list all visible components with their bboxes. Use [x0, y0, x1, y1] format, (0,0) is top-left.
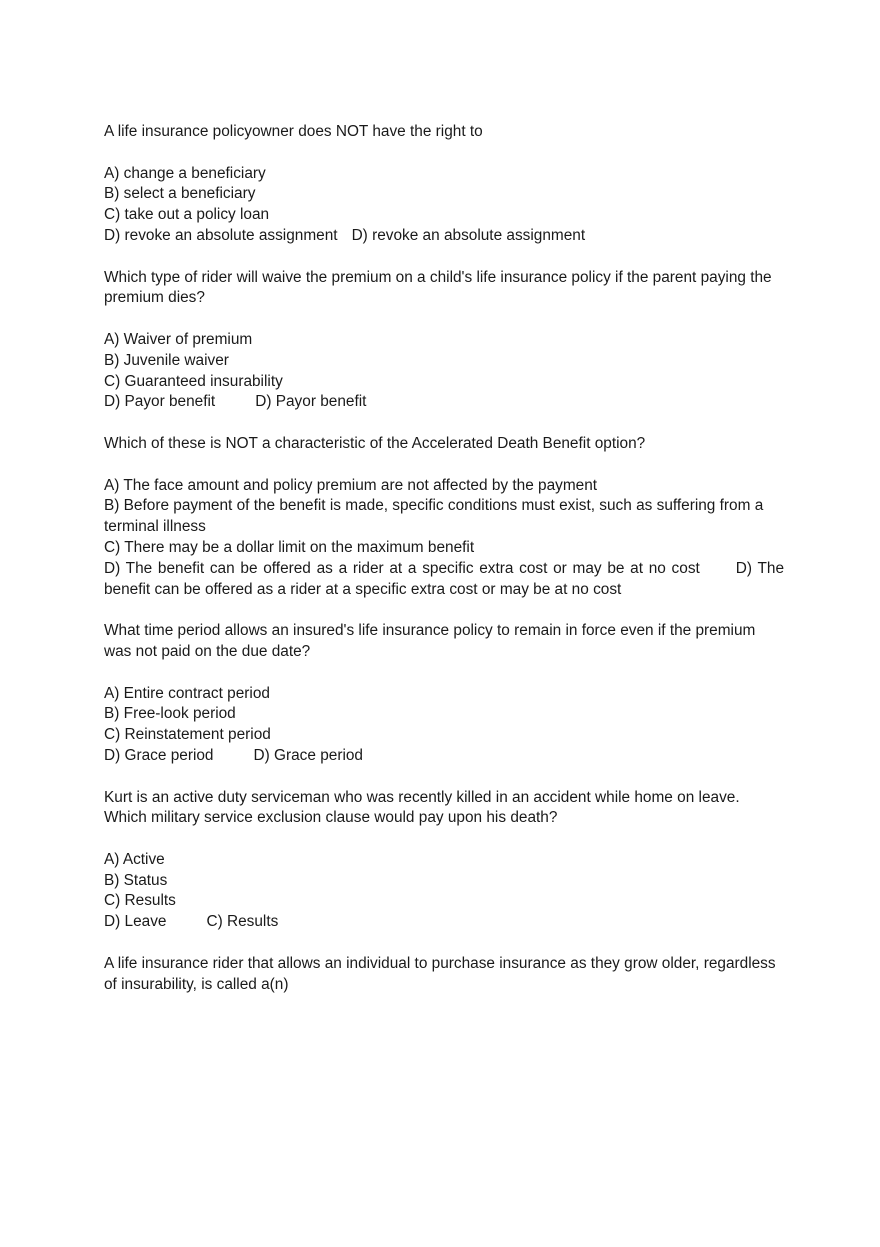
- option-d-with-answer: [104, 392, 784, 413]
- option-c: C) Guaranteed insurability: [104, 372, 283, 390]
- option-a: A) The face amount and policy premium are not affected by the payment: [104, 476, 598, 494]
- answer: D) The benefit can be offered as a rider at a specific extra cost or may be at no cost: [104, 559, 785, 598]
- option-b: B) Free-look period: [104, 705, 236, 723]
- option-d: D) Payor benefit: [104, 393, 216, 411]
- option-d: D) Grace period: [104, 746, 214, 764]
- option-c: C) Results: [104, 892, 176, 910]
- answer: D) Grace period: [253, 746, 363, 764]
- option-c: C) take out a policy loan: [104, 206, 270, 224]
- question-4-options: [104, 684, 784, 767]
- question-1-prompt: [104, 122, 784, 143]
- option-a: A) Active: [104, 850, 165, 868]
- answer: D) revoke an absolute assignment: [351, 226, 586, 244]
- option-d: D) The benefit can be offered as a rider at a specific extra cost or may be at no cost: [104, 559, 700, 577]
- option-b: B) Juvenile waiver: [104, 351, 229, 369]
- quiz-content: [104, 122, 784, 1016]
- question-prompt: Which of these is NOT a characteristic of the Accelerated Death Benefit option?: [104, 434, 646, 452]
- question-prompt: Kurt is an active duty serviceman who was recently killed in an accident while home on leave. Which military service exclusion clause would pay upon his death?: [104, 788, 740, 827]
- question-2-prompt: [104, 268, 784, 310]
- option-c: C) Reinstatement period: [104, 726, 271, 744]
- question-prompt: A life insurance rider that allows an individual to purchase insurance as they grow older, regardless of insurability, is called a(n): [104, 954, 776, 993]
- question-3-options: [104, 476, 784, 601]
- option-b: B) Before payment of the benefit is made, specific conditions must exist, such as suffering from a terminal illness: [104, 497, 764, 536]
- option-c: C) There may be a dollar limit on the maximum benefit: [104, 538, 475, 556]
- option-a: A) Waiver of premium: [104, 330, 253, 348]
- question-prompt: What time period allows an insured's life insurance policy to remain in force even if the premium was not paid on the due date?: [104, 622, 756, 660]
- answer: D) Payor benefit: [255, 393, 367, 411]
- option-d-with-answer: [104, 912, 784, 933]
- option-b: B) select a beneficiary: [104, 185, 256, 203]
- question-5-options: [104, 850, 784, 933]
- question-4-prompt: [104, 621, 784, 663]
- question-2-options: [104, 330, 784, 413]
- question-5-prompt: [104, 788, 784, 830]
- option-a: A) change a beneficiary: [104, 164, 266, 182]
- option-d-with-answer: [104, 226, 784, 247]
- question-prompt: Which type of rider will waive the premium on a child's life insurance policy if the parent paying the premium dies?: [104, 268, 772, 307]
- question-6-prompt: [104, 954, 784, 996]
- answer: C) Results: [206, 913, 279, 931]
- option-a: A) Entire contract period: [104, 684, 270, 702]
- question-3-prompt: [104, 434, 784, 455]
- question-prompt: A life insurance policyowner does NOT have the right to: [104, 123, 483, 140]
- option-d-with-answer: [104, 559, 784, 601]
- option-d-with-answer: [104, 746, 784, 767]
- question-1-options: [104, 164, 784, 247]
- option-b: B) Status: [104, 871, 168, 889]
- option-d: D) revoke an absolute assignment: [104, 226, 338, 244]
- option-d: D) Leave: [104, 913, 167, 931]
